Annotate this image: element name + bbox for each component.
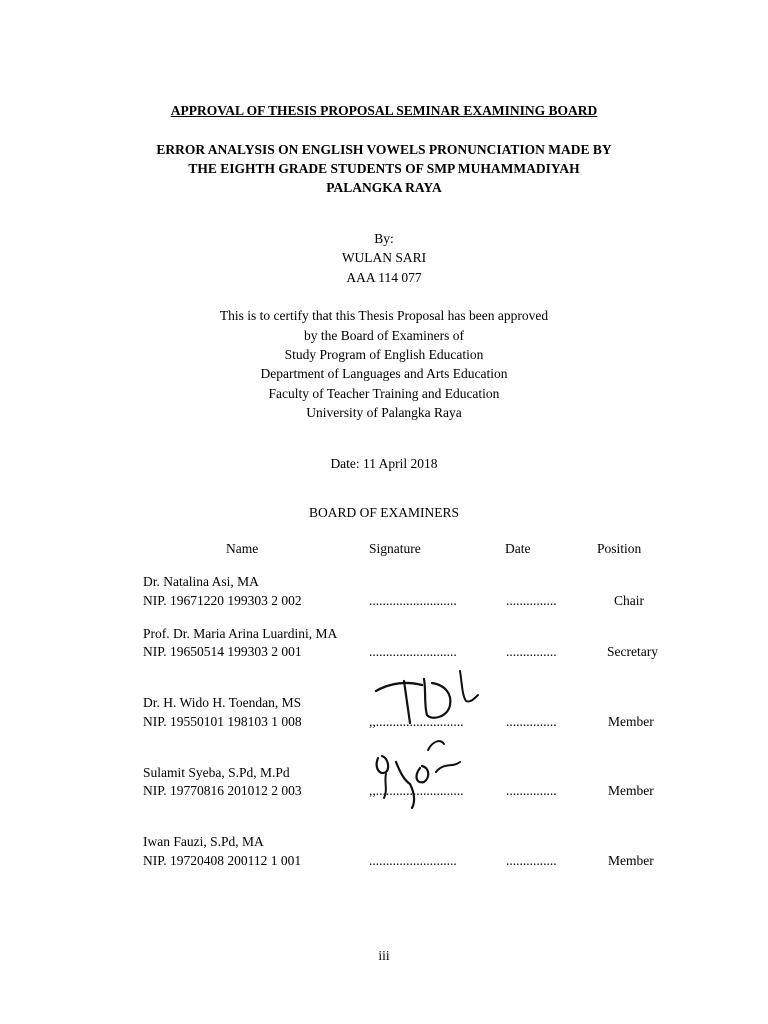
by-label: By: xyxy=(374,231,394,246)
certification-line: Department of Languages and Arts Education xyxy=(260,366,508,381)
signature-line: .......................... xyxy=(369,644,457,659)
certification-line: by the Board of Examiners of xyxy=(303,328,465,343)
examiner-position: Secretary xyxy=(607,644,658,659)
signature-line: ,,.......................... xyxy=(369,783,464,798)
author-name: WULAN SARI xyxy=(341,250,427,265)
signature-line: ,,.......................... xyxy=(369,714,464,729)
examiner-nip: NIP. 19550101 198103 1 008 xyxy=(143,714,302,729)
examiner-name: Dr. Natalina Asi, MA xyxy=(143,574,259,589)
certification-line: Faculty of Teacher Training and Education xyxy=(268,386,500,401)
date-line: ............... xyxy=(506,714,557,729)
signature-line: .......................... xyxy=(369,853,457,868)
examiner-nip: NIP. 19671220 199303 2 002 xyxy=(143,593,302,608)
examiner-position: Member xyxy=(608,714,654,729)
column-header-date: Date xyxy=(505,541,531,556)
approval-date: Date: 11 April 2018 xyxy=(330,456,438,471)
author-id: AAA 114 077 xyxy=(346,270,422,285)
examiner-position: Member xyxy=(608,853,654,868)
column-header-signature: Signature xyxy=(369,541,421,556)
signature-line: .......................... xyxy=(369,593,457,608)
examiner-name: Dr. H. Wido H. Toendan, MS xyxy=(143,695,302,710)
thesis-title-line: ERROR ANALYSIS ON ENGLISH VOWELS PRONUNCIATION MADE BY xyxy=(156,142,612,157)
date-line: ............... xyxy=(506,644,557,659)
date-line: ............... xyxy=(506,593,557,608)
examiner-name: Iwan Fauzi, S.Pd, MA xyxy=(143,834,264,849)
examiner-name: Sulamit Syeba, S.Pd, M.Pd xyxy=(143,765,290,780)
thesis-title-line: THE EIGHTH GRADE STUDENTS OF SMP MUHAMMADIYAH xyxy=(188,161,580,176)
date-line: ............... xyxy=(506,853,557,868)
certification-line: University of Palangka Raya xyxy=(306,405,462,420)
examiner-nip: NIP. 19720408 200112 1 001 xyxy=(143,853,302,868)
examiner-name: Prof. Dr. Maria Arina Luardini, MA xyxy=(143,626,338,641)
examiner-position: Chair xyxy=(614,593,644,608)
examiner-nip: NIP. 19770816 201012 2 003 xyxy=(143,783,302,798)
examiner-position: Member xyxy=(608,783,654,798)
date-line: ............... xyxy=(506,783,557,798)
certification-line: This is to certify that this Thesis Proposal has been approved xyxy=(219,308,549,323)
board-heading: BOARD OF EXAMINERS xyxy=(308,505,460,520)
thesis-title-line: PALANGKA RAYA xyxy=(326,180,442,195)
approval-heading: APPROVAL OF THESIS PROPOSAL SEMINAR EXAMINING BOARD xyxy=(170,103,598,118)
handwritten-signature xyxy=(370,732,470,812)
column-header-position: Position xyxy=(597,541,642,556)
examiner-nip: NIP. 19650514 199303 2 001 xyxy=(143,644,302,659)
handwritten-signature xyxy=(370,665,482,731)
certification-line: Study Program of English Education xyxy=(284,347,484,362)
page-number: iii xyxy=(378,948,390,963)
column-header-name: Name xyxy=(226,541,259,556)
